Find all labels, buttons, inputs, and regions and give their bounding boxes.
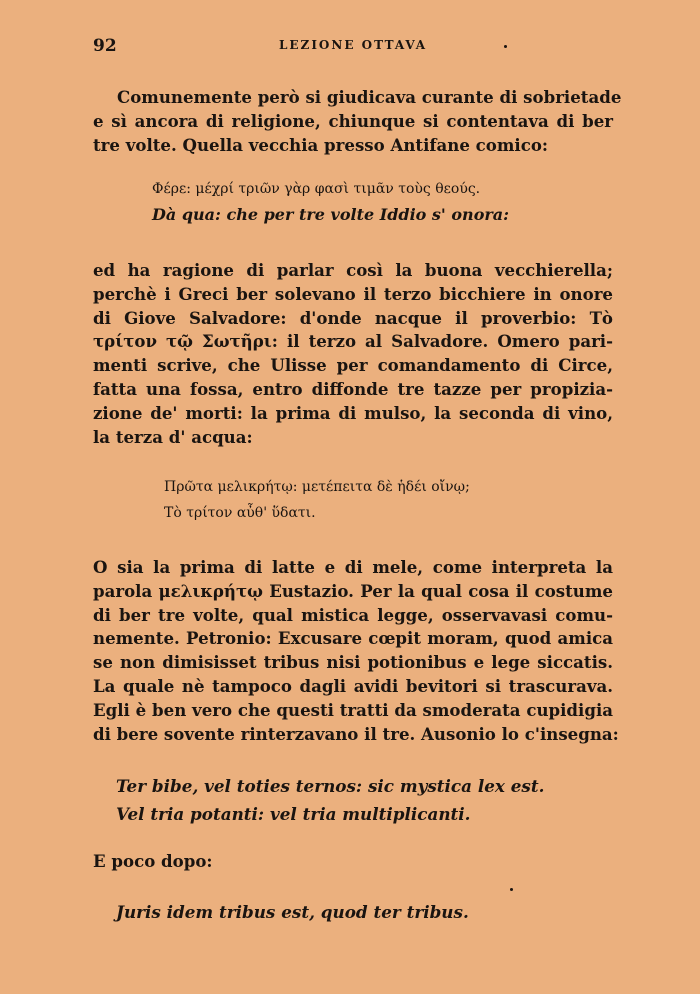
text-line: di bere sovente rinterzavano il tre. Ausonio lo c'insegna:	[93, 723, 619, 744]
latin-verse-line: Vel tria potanti: vel tria multiplicanti.	[116, 804, 471, 824]
text-line: tre volte. Quella vecchia presso Antifane comico:	[93, 134, 549, 155]
running-title: LEZIONE OTTAVA	[278, 38, 428, 52]
latin-verse-line: Ter bibe, vel toties ternos: sic mystica lex est.	[116, 776, 545, 796]
text-line: O sia la prima di latte e di mele, come interpreta la	[93, 557, 613, 577]
text-line: menti scrive, che Ulisse per comandamento di Circe,	[93, 355, 613, 376]
latin-verse-line: Juris idem tribus est, quod ter tribus.	[116, 902, 469, 922]
greek-verse: Φέρε: μέχρί τριῶν γὰρ φασὶ τιμᾶν τοὺς θεούς.	[152, 181, 481, 197]
paragraph-3	[93, 556, 619, 746]
text-line: zione de' morti: la prima di mulso, la seconda di vino,	[93, 402, 613, 423]
text-line: ed ha ragione di parlar così la buona vecchierella;	[93, 260, 613, 280]
text-line: se non dimisisset tribus nisi potionibus e lege siccatis.	[93, 652, 613, 673]
text-line: nemente. Petronio: Excusare cœpit moram, quod amica	[93, 628, 613, 649]
greek-quote-2	[164, 474, 470, 526]
page-number: 92	[93, 36, 117, 56]
paragraph-1	[93, 86, 622, 157]
text-line: Egli è ben vero che questi tratti da smoderata cupidigia	[93, 699, 613, 720]
greek-quote-1	[152, 176, 509, 228]
page-header	[93, 36, 613, 60]
text-line: τρίτον τῷ Σωτῆρι: il terzo al Salvadore. Omero pari-	[93, 331, 613, 352]
latin-verse-2	[116, 898, 469, 926]
text-line: La quale nè tampoco dagli avidi bevitori si trascurava.	[93, 675, 613, 696]
text-line: la terza d' acqua:	[93, 426, 253, 447]
text-line: Comunemente però si giudicava curante di sobrietade	[117, 87, 622, 107]
print-speck	[510, 888, 513, 891]
text-line: E poco dopo:	[93, 851, 213, 871]
print-speck	[504, 45, 507, 48]
text-line: perchè i Greci ber solevano il terzo bicchiere in onore	[93, 283, 613, 304]
text-line: di Giove Salvadore: d'onde nacque il proverbio: Τὸ	[93, 307, 613, 328]
text-line: parola μελικρήτῳ Eustazio. Per la qual cosa il costume	[93, 580, 613, 601]
text-line: e sì ancora di religione, chiunque si contentava di ber	[93, 110, 613, 131]
paragraph-2	[93, 259, 613, 449]
text-line: di ber tre volte, qual mistica legge, osservavasi comu-	[93, 604, 613, 625]
greek-verse-line: Τὸ τρίτον αὖθ' ὕδατι.	[164, 505, 316, 521]
latin-verse-1	[116, 772, 544, 828]
greek-verse-line: Πρῶτα μελικρήτῳ: μετέπειτα δὲ ἡδέι οἴνῳ;	[164, 479, 470, 495]
text-line: fatta una fossa, entro diffonde tre tazze per propizia-	[93, 378, 613, 399]
italian-translation: Dà qua: che per tre volte Iddio s' onora:	[152, 205, 510, 224]
paragraph-4	[93, 850, 613, 874]
